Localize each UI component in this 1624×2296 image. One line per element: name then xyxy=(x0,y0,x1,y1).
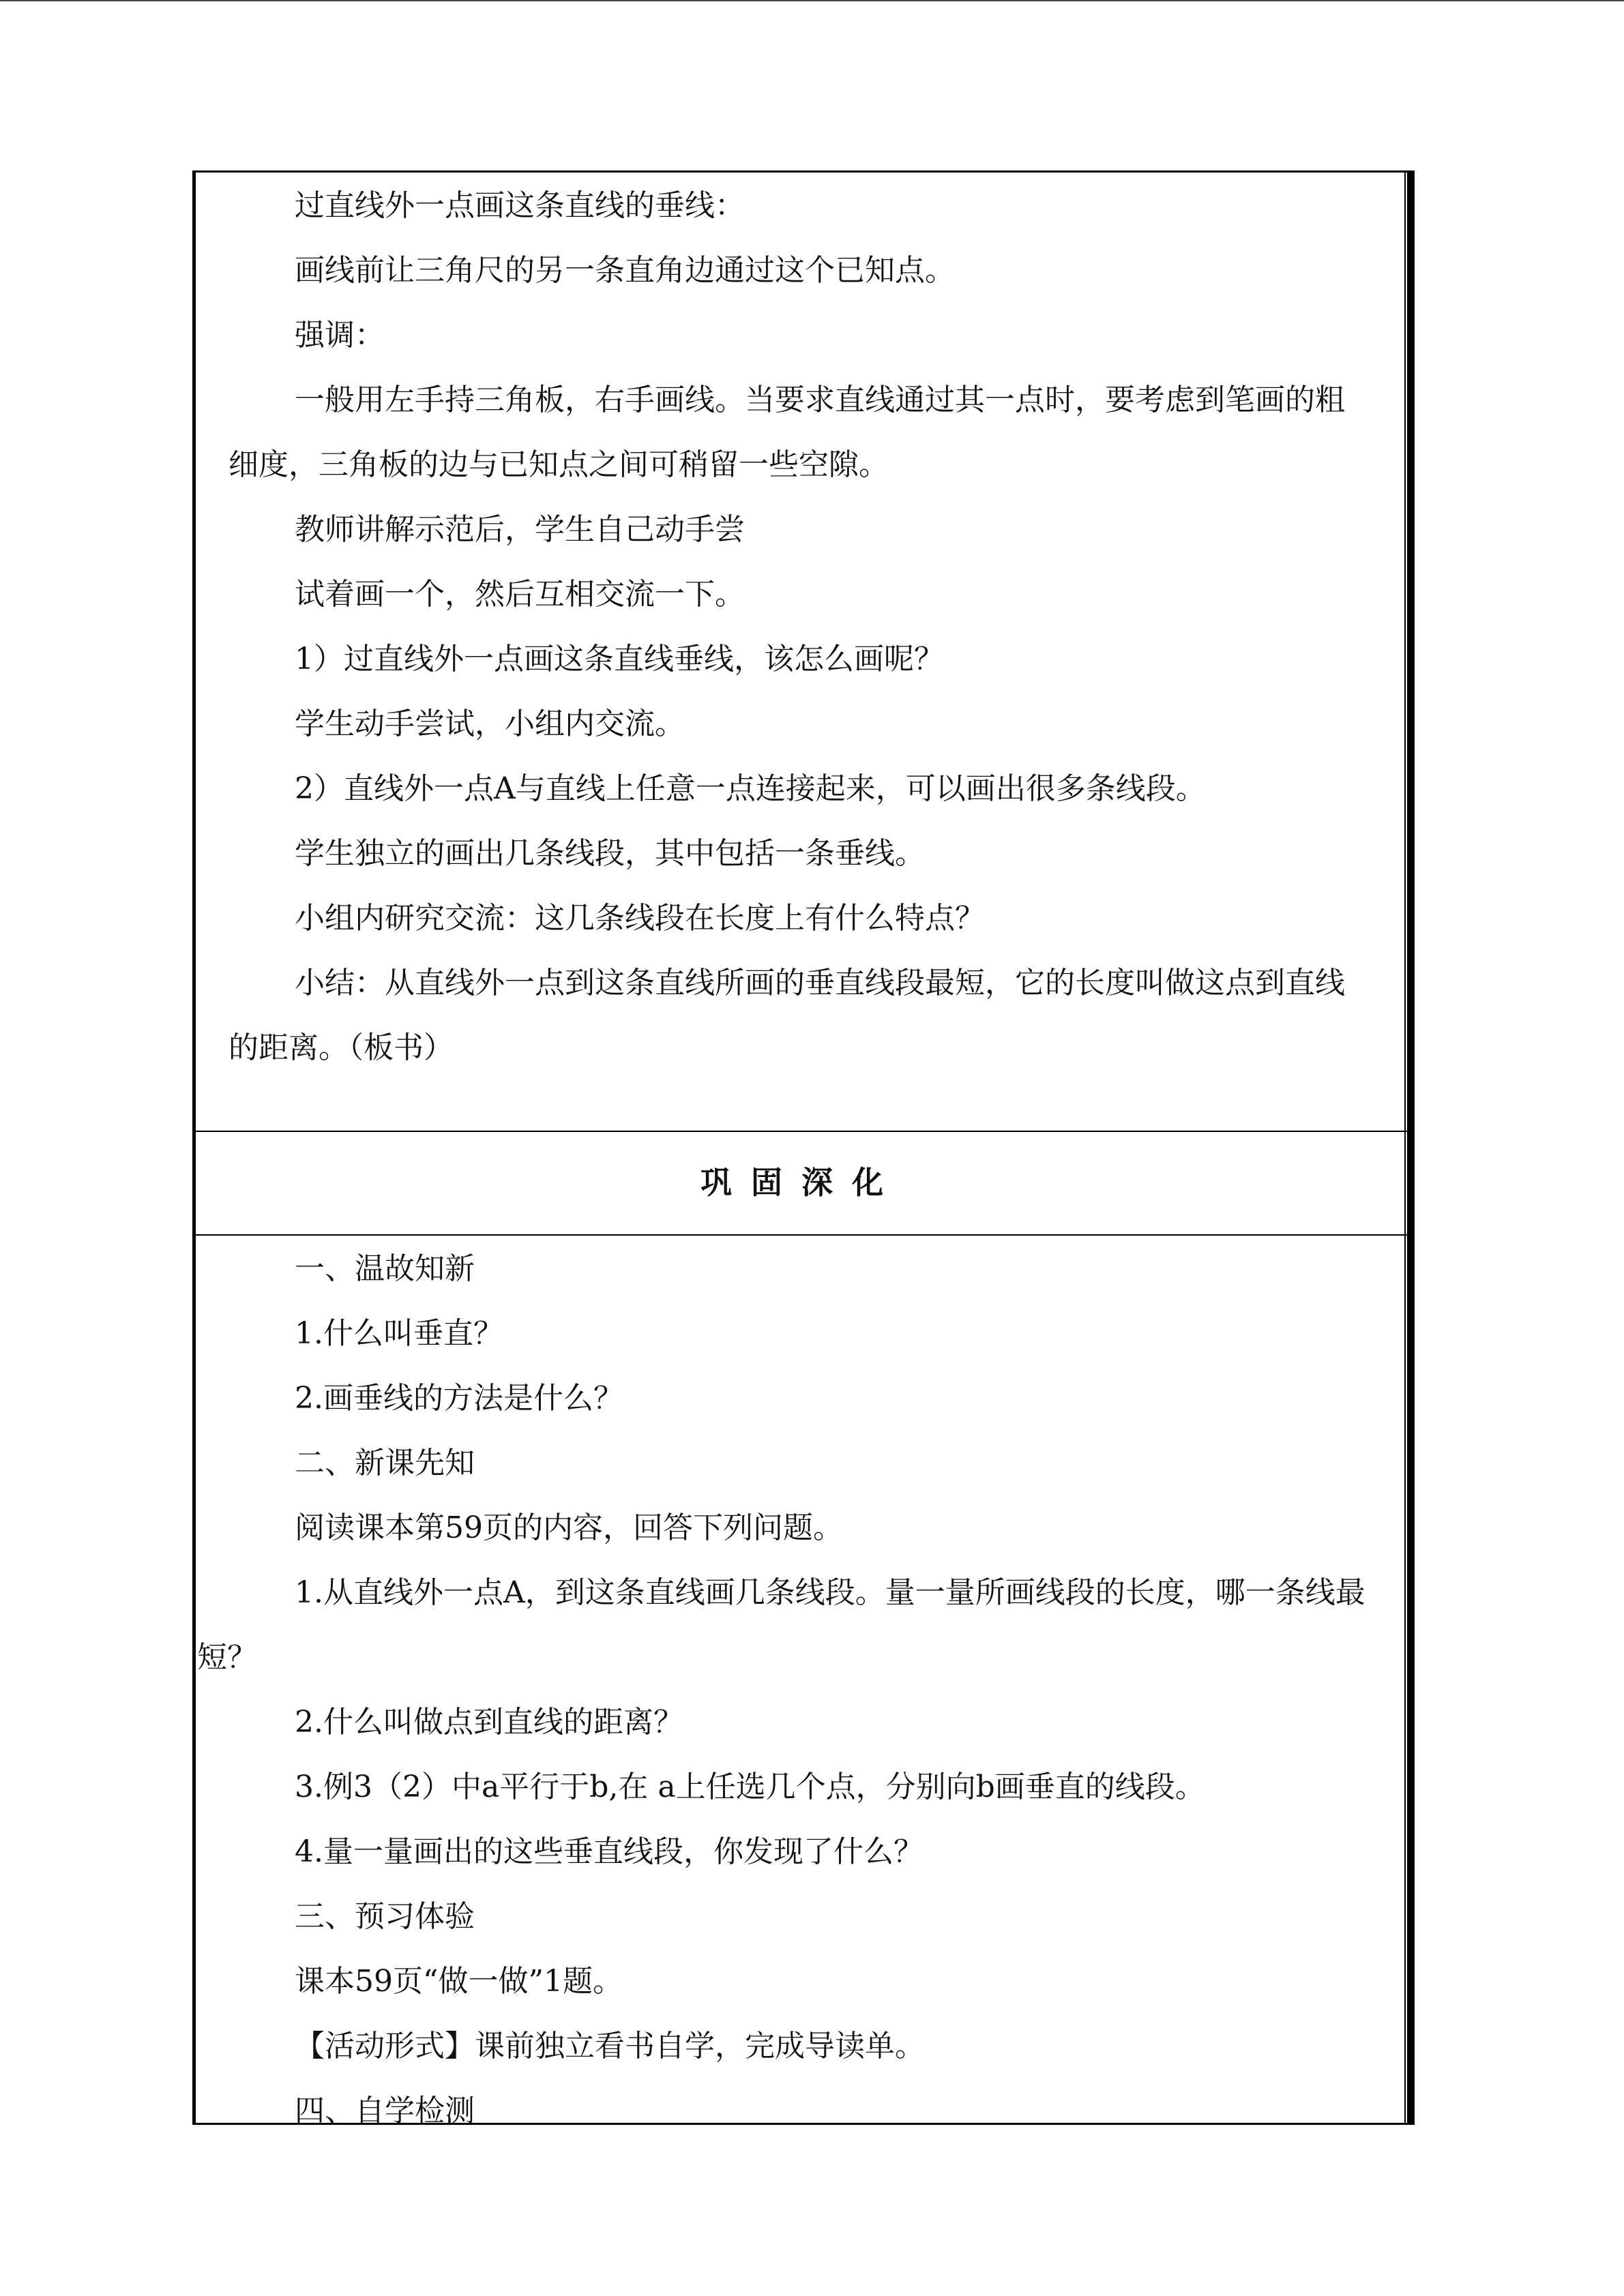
question-paragraph: 1.从直线外一点A，到这条直线画几条线段。量一量所画线段的长度，哪一条线最短？ xyxy=(197,1575,1365,1675)
paragraph: 1）过直线外一点画这条直线垂线，该怎么画呢？ xyxy=(295,642,944,676)
content-cell-consolidation xyxy=(196,1236,1407,2128)
heading-paragraph: 二、新课先知 xyxy=(295,1446,475,1480)
paragraph: 学生独立的画出几条线段，其中包括一条垂线。 xyxy=(295,836,925,871)
paragraph: 画线前让三角尺的另一条直角边通过这个已知点。 xyxy=(295,253,955,288)
paragraph: 2）直线外一点A与直线上任意一点连接起来，可以画出很多条线段。 xyxy=(295,771,1206,806)
question-paragraph: 3.例3（2）中a平行于b,在 a上任选几个点，分别向b画垂直的线段。 xyxy=(295,1770,1205,1804)
lesson-table xyxy=(192,170,1415,2128)
paragraph: 学生动手尝试，小组内交流。 xyxy=(295,706,685,741)
heading-paragraph: 四、自学检测 xyxy=(295,2093,475,2128)
paragraph: 课本59页“做一做”1题。 xyxy=(295,1964,623,1999)
paragraph: 过直线外一点画这条直线的垂线： xyxy=(295,188,745,223)
heading-paragraph: 一、温故知新 xyxy=(295,1251,475,1286)
paragraph: 小组内研究交流：这几条线段在长度上有什么特点？ xyxy=(295,901,985,936)
paragraph: 【活动形式】课前独立看书自学，完成导读单。 xyxy=(295,2029,925,2063)
heading-paragraph: 三、预习体验 xyxy=(295,1899,475,1934)
question-paragraph: 2.画垂线的方法是什么？ xyxy=(295,1381,623,1416)
section-title: 巩固深化 xyxy=(700,1164,902,1201)
content-cell-demonstration xyxy=(196,173,1407,1132)
summary-paragraph: 小结：从直线外一点到这条直线所画的垂直线段最短，它的长度叫做这点到直线的距离。（板书） xyxy=(228,966,1345,1065)
paragraph: 强调： xyxy=(295,318,385,353)
paragraph: 试着画一个，然后互相交流一下。 xyxy=(295,577,745,612)
question-paragraph: 4.量一量画出的这些垂直线段，你发现了什么？ xyxy=(295,1834,924,1869)
page-top-border xyxy=(0,0,1624,1)
paragraph: 教师讲解示范后，学生自己动手尝 xyxy=(295,512,745,547)
section-header-cell xyxy=(196,1132,1407,1236)
question-paragraph: 2.什么叫做点到直线的距离？ xyxy=(295,1705,683,1740)
question-paragraph: 1.什么叫垂直？ xyxy=(295,1316,503,1351)
paragraph: 一般用左手持三角板，右手画线。当要求直线通过其一点时，要考虑到笔画的粗细度，三角板的边与已知点之间可稍留一些空隙。 xyxy=(228,383,1345,482)
paragraph: 阅读课本第59页的内容，回答下列问题。 xyxy=(295,1510,843,1545)
